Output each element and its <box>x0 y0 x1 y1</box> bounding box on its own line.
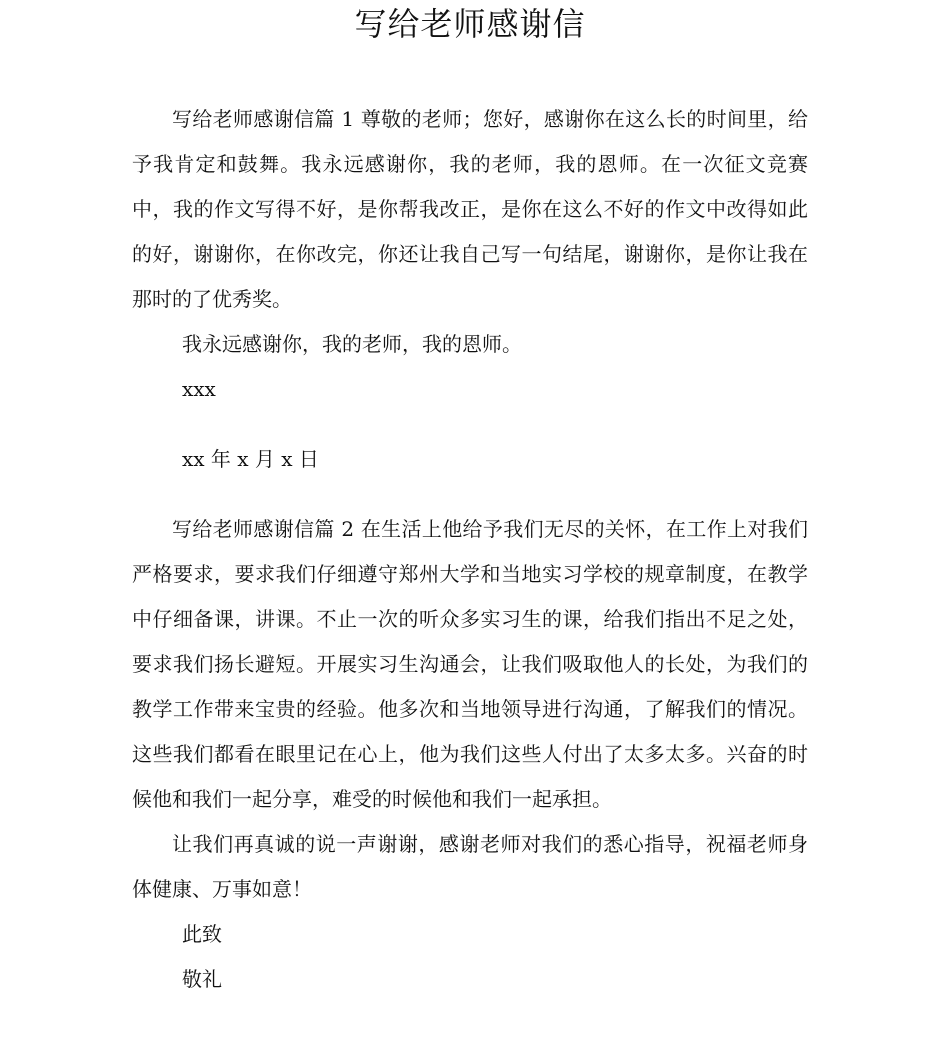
letter-1-body: 写给老师感谢信篇 1 尊敬的老师；您好，感谢你在这么长的时间里，给予我肯定和鼓舞。我永远感谢你，我的老师，我的恩师。在一次征文竞赛中，我的作文写得不好，是你帮我改正，是你在这么不好的作文中改得如此的好，谢谢你，在你改完，你还让我自己写一句结尾，谢谢你，是你让我在那时的了优秀奖。 <box>132 107 808 311</box>
letter-2-regards: 敬礼 <box>182 967 222 991</box>
letter-2-thanks: 让我们再真诚的说一声谢谢，感谢老师对我们的悉心指导，祝福老师身体健康、万事如意！ <box>132 832 808 901</box>
document-body <box>132 97 808 1002</box>
letter-2-body: 写给老师感谢信篇 2 在生活上他给予我们无尽的关怀，在工作上对我们严格要求，要求我们仔细遵守郑州大学和当地实习学校的规章制度，在教学中仔细备课，讲课。不止一次的听众多实习生的课，给我们指出不足之处，要求我们扬长避短。开展实习生沟通会，让我们吸取他人的长处，为我们的教学工作带来宝贵的经验。他多次和当地领导进行沟通，了解我们的情况。这些我们都看在眼里记在心上，他为我们这些人付出了太多太多。兴奋的时候他和我们一起分享，难受的时候他和我们一起承担。 <box>132 517 808 811</box>
document-title: 写给老师感谢信 <box>354 5 586 43</box>
letter-1-closing: 我永远感谢你，我的老师，我的恩师。 <box>182 332 522 356</box>
letter-1-signature: xxx <box>182 377 216 401</box>
letter-2-salutation: 此致 <box>182 922 222 946</box>
letter-1-date: xx 年 x 月 x 日 <box>182 447 319 471</box>
